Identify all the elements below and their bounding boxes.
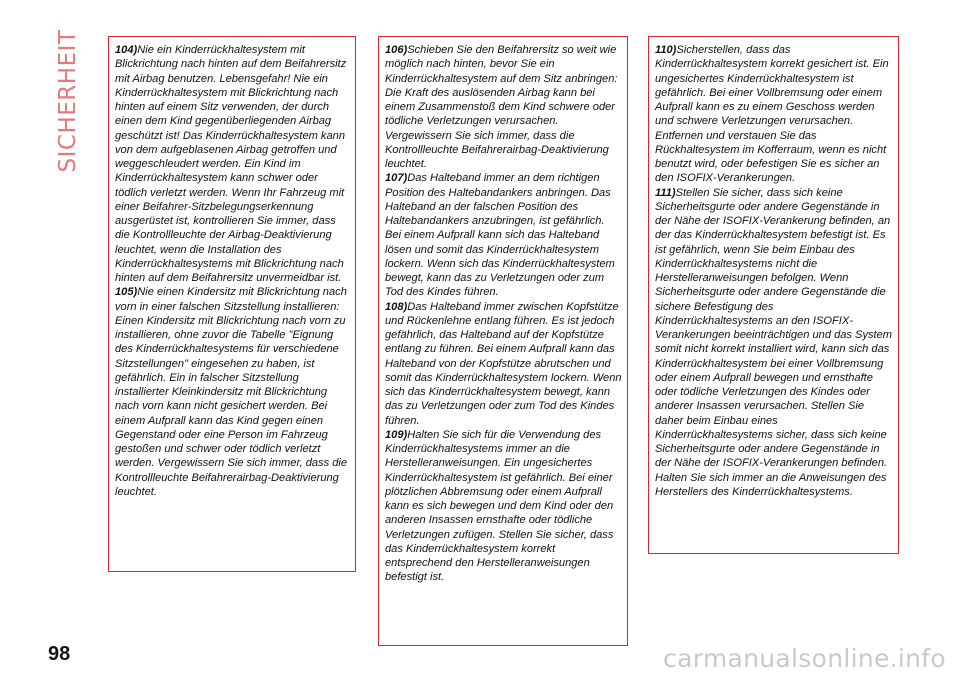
note-number: 105)	[115, 286, 138, 299]
note-text: Nie ein Kinderrückhaltesystem mit Blickrichtung nach hinten auf dem Beifahrersitz mit Airbag benutzen. Lebensgefahr! Nie ein Kinderrückhaltesystem mit Blickrichtung nach hinten auf einem Sitz verwenden, der durch einen dem Kind gegenüberliegenden Airbag geschützt ist! Das Kinderrückhaltesystem kann von dem aufgeblasenen Airbag getroffen und weggeschleudert werden. Ein Kind im Kinderrückhaltesystem kann schwer oder tödlich verletzt werden. Wenn Ihr Fahrzeug mit einer Beifahrer-Sitzbelegungserkennung ausgerüstet ist, kontrollieren Sie immer, dass die Kontrollleuchte der Airbag-Deaktivierung leuchtet, wenn die Installation des Kinderrückhaltesystems mit Blickrichtung nach hinten auf dem Beifahrersitz unvermeidbar ist.	[115, 44, 347, 284]
watermark: carmanualsonline.info	[663, 644, 946, 673]
note-number: 106)	[385, 44, 408, 56]
note-number: 111)	[655, 186, 676, 199]
note-109	[385, 428, 623, 585]
note-text: Stellen Sie sicher, dass sich keine Sicherheitsgurte oder andere Gegenstände in der Nähe der ISOFIX-Verankerung befinden, an der das Kinderrückhaltesystem befestigt ist. Es ist gefährlich, wenn Sie beim Einbau des Kinderrückhaltesystems nicht die Herstelleranweisungen befolgen. Wenn Sicherheitsgurte oder andere Gegenstände die sichere Befestigung des Kinderrückhaltesystems an den ISOFIX-Verankerungen beeinträchtigen und das System somit nicht korrekt installiert wird, kann sich das Kinderrückhaltesystem bei einer Vollbremsung oder einem Aufprall bewegen und ernsthafte oder tödliche Verletzungen des Kindes oder anderer Insassen verursachen. Stellen Sie daher beim Einbau eines Kinderrückhaltesystems sicher, dass sich keine Sicherheitsgurte oder andere Gegenstände in der Nähe der ISOFIX-Verankerungen befinden. Halten Sie sich immer an die Anweisungen des Herstellers des Kinderrückhaltesystems.	[655, 186, 893, 498]
note-text: Nie einen Kindersitz mit Blickrichtung nach vorn in einer falschen Sitzstellung installieren: Einen Kindersitz mit Blickrichtung nach vorn zu installieren, ohne zuvor die Tabelle "Eignung des Kinderrückhaltesystems für verschiedene Sitzstellungen" eingesehen zu haben, ist gefährlich. Ein in falscher Sitzstellung installierter Kleinkindersitz mit Blickrichtung nach vorn kann nicht gesichert werden. Bei einem Aufprall kann das Kind gegen einen Gegenstand oder eine Person im Fahrzeug gestoßen und schwer oder tödlich verletzt werden. Vergewissern Sie sich immer, dass die Kontrollleuchte Beifahrerairbag-Deaktivierung leuchtet.	[115, 286, 348, 498]
note-text: Sicherstellen, dass das Kinderrückhaltesystem korrekt gesichert ist. Ein ungesichertes Kinderrückhaltesystem ist gefährlich. Bei einer Vollbremsung oder einem Aufprall kann es zu einem Geschoss werden und schwere Verletzungen verursachen. Entfernen und verstauen Sie das Rückhaltesystem im Kofferraum, wenn es nicht benutzt wird, oder befestigen Sie es sicher an den ISOFIX-Verankerungen.	[655, 44, 889, 185]
section-title-text: SICHERHEIT	[55, 29, 81, 173]
note-number: 109)	[385, 428, 408, 441]
note-106	[385, 43, 623, 171]
note-105	[115, 285, 351, 499]
note-text: Schieben Sie den Beifahrersitz so weit wie möglich nach hinten, bevor Sie ein Kinderrückhaltesystem auf dem Sitz anbringen: Die Kraft des auslösenden Airbag kann bei einem Zusammenstoß dem Kind schwere oder tödliche Verletzungen verursachen. Vergewissern Sie sich immer, dass die Kontrollleuchte Beifahrerairbag-Deaktivierung leuchtet.	[385, 44, 618, 170]
note-107	[385, 171, 623, 299]
note-text: Halten Sie sich für die Verwendung des Kinderrückhaltesystems immer an die Herstelleranweisungen. Ein ungesichertes Kinderrückhaltesystem ist gefährlich. Bei einer plötzlichen Abbremsung oder einem Aufprall kann es sich bewegen und dem Kind oder den anderen Insassen ernsthafte oder tödliche Verletzungen zufügen. Stellen Sie sicher, dass das Kinderrückhaltesystem korrekt entsprechend den Herstelleranweisungen befestigt ist.	[385, 428, 614, 584]
note-number: 107)	[385, 172, 408, 185]
page-number: 98	[48, 643, 71, 665]
warning-box-column-3	[648, 36, 899, 554]
note-number: 110)	[655, 44, 677, 56]
note-104	[115, 43, 351, 285]
warning-box-column-1	[108, 36, 356, 572]
warning-box-column-2	[378, 36, 628, 646]
note-number: 104)	[115, 44, 138, 56]
note-text: Das Halteband immer an dem richtigen Position des Haltebandankers anbringen. Das Halteband an der falschen Position des Haltebandankers anzubringen, ist gefährlich. Bei einem Aufprall kann sich das Halteband lösen und somit das Kinderrückhaltesystem lockern. Wenn sich das Kinderrückhaltesystem bewegt, kann das zu Verletzungen oder zum Tod des Kindes führen.	[385, 172, 615, 299]
note-number: 108)	[385, 300, 408, 313]
note-110	[655, 43, 894, 186]
note-111	[655, 186, 894, 500]
note-108	[385, 300, 623, 428]
note-text: Das Halteband immer zwischen Kopfstütze und Rückenlehne entlang führen. Es ist jedoch gefährlich, das Halteband auf der Kopfstütze entlang zu führen. Bei einem Aufprall kann das Halteband von der Kopfstütze abrutschen und somit das Kinderrückhaltesystem lockern. Wenn sich das Kinderrückhaltesystem bewegt, kann das zu Verletzungen oder zum Tod des Kindes führen.	[385, 300, 622, 427]
section-title	[50, 29, 86, 173]
